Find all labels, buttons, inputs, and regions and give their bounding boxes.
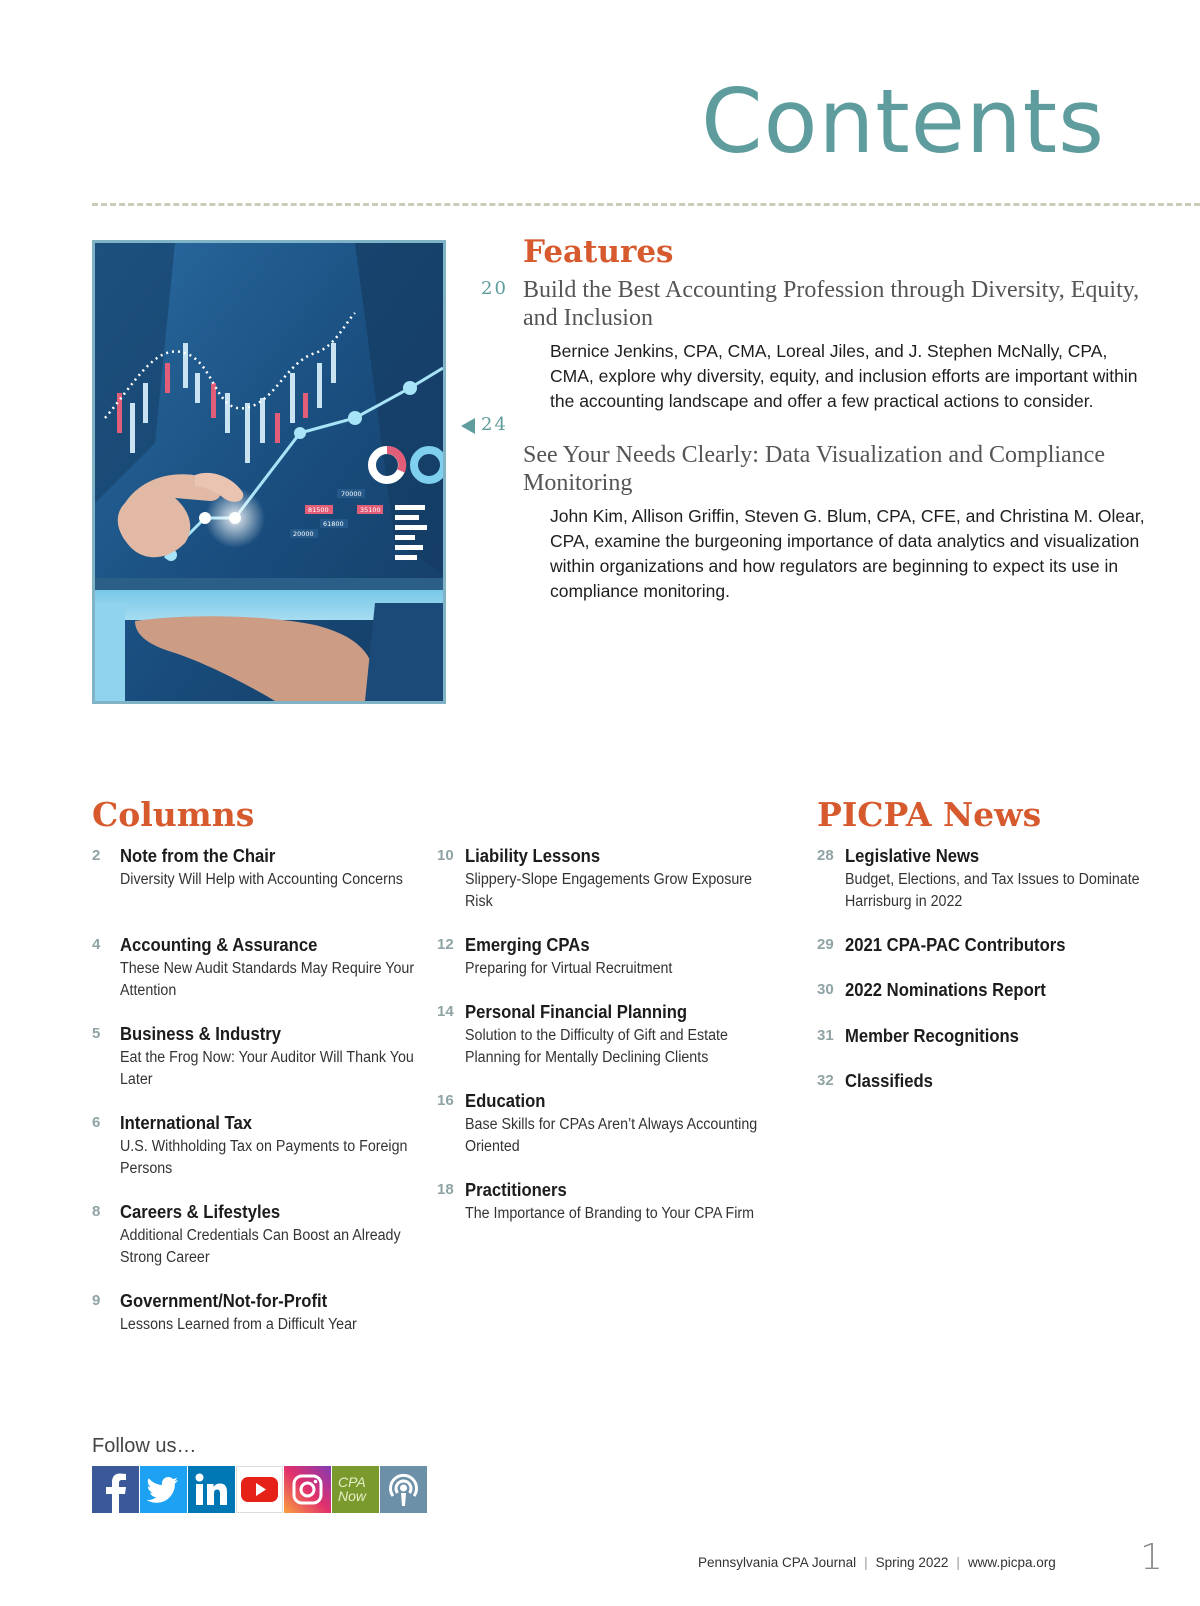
toc-entry-subtitle: Lessons Learned from a Difficult Year [120, 1316, 357, 1333]
cpa-now-line1: CPA [338, 1474, 366, 1490]
toc-entry-title[interactable]: International Tax [120, 1112, 252, 1133]
follow-us-label: Follow us… [92, 1435, 197, 1457]
toc-page-number: 10 [437, 847, 454, 864]
cover-label: 20000 [293, 530, 314, 538]
toc-entry-title[interactable]: Member Recognitions [845, 1025, 1019, 1046]
feature-description: Bernice Jenkins, CPA, CMA, Loreal Jiles, and J. Stephen McNally, CPA, CMA, explore why diversity, equity, and inclusion efforts are important within the accounting landscape and offer a few practical actions to consider. [550, 341, 1138, 411]
toc-page-number: 18 [437, 1181, 454, 1198]
feature-page-number: 20 [481, 278, 508, 299]
twitter-icon[interactable] [140, 1466, 187, 1513]
toc-entry-title[interactable]: Government/Not-for-Profit [120, 1290, 328, 1311]
toc-entry-subtitle: Diversity Will Help with Accounting Concerns [120, 871, 403, 888]
youtube-icon[interactable] [236, 1466, 283, 1513]
cover-label: 70000 [341, 490, 362, 498]
toc-entry-subtitle: Base Skills for CPAs Aren’t Always Accounting Oriented [465, 1116, 758, 1155]
linkedin-icon[interactable] [188, 1466, 235, 1513]
toc-page-number: 12 [437, 936, 454, 953]
toc-entry-subtitle: Slippery-Slope Engagements Grow Exposure Risk [465, 871, 752, 910]
toc-entry-title[interactable]: Accounting & Assurance [120, 934, 318, 955]
publication-name: Pennsylvania CPA Journal [698, 1555, 857, 1570]
data-visualization-illustration [95, 243, 443, 701]
picpa-news-heading: PICPA News [817, 795, 1042, 834]
toc-page-number: 6 [92, 1114, 101, 1131]
toc-entry-title[interactable]: Emerging CPAs [465, 934, 590, 955]
toc-page-number: 4 [92, 936, 101, 953]
toc-entry-title[interactable]: Liability Lessons [465, 845, 601, 866]
columns-heading: Columns [92, 795, 255, 834]
toc-page-number: 8 [92, 1203, 101, 1220]
toc-entry-subtitle: Budget, Elections, and Tax Issues to Dominate Harrisburg in 2022 [845, 871, 1140, 910]
podcast-icon[interactable] [380, 1466, 427, 1513]
toc-entry-title[interactable]: Education [465, 1090, 546, 1111]
toc-page-number: 31 [817, 1027, 834, 1044]
feature-description: John Kim, Allison Griffin, Steven G. Blum, CPA, CFE, and Christina M. Olear, CPA, examine the burgeoning importance of data analytics and visualization within organizations and how regulators are beginning to expect its use in compliance monitoring. [550, 506, 1145, 601]
footer-separator: | [956, 1555, 960, 1570]
toc-entry-subtitle: Eat the Frog Now: Your Auditor Will Thank You Later [120, 1049, 414, 1088]
toc-page-number: 14 [437, 1003, 454, 1020]
feature-title-link[interactable]: Build the Best Accounting Profession through Diversity, Equity, and Inclusion [523, 277, 1140, 331]
toc-entry-title[interactable]: Careers & Lifestyles [120, 1201, 281, 1222]
features-heading: Features [523, 234, 674, 270]
cpa-now-icon[interactable] [332, 1466, 379, 1513]
issue-date: Spring 2022 [875, 1555, 949, 1570]
page-title: Contents [701, 70, 1105, 173]
toc-page-number: 5 [92, 1025, 101, 1042]
cover-label: 61800 [323, 520, 344, 528]
facebook-icon[interactable] [92, 1466, 139, 1513]
arrow-left-icon [461, 418, 475, 434]
toc-page-number: 16 [437, 1092, 454, 1109]
social-icons [92, 1466, 427, 1514]
footer-separator: | [864, 1555, 868, 1570]
footer [698, 1555, 1056, 1570]
feature-title-link[interactable]: See Your Needs Clearly: Data Visualization and Compliance Monitoring [523, 442, 1105, 496]
toc-entry-subtitle: U.S. Withholding Tax on Payments to Foreign Persons [120, 1138, 408, 1177]
toc-page-number: 9 [92, 1292, 101, 1309]
cover-label: 35100 [360, 506, 381, 514]
toc-entry-subtitle: Solution to the Difficulty of Gift and Estate Planning for Mentally Declining Clients [465, 1027, 728, 1066]
website-link[interactable]: www.picpa.org [967, 1555, 1056, 1570]
toc-page-number: 2 [92, 847, 101, 864]
cover-label: 81500 [308, 506, 329, 514]
toc-entry-title[interactable]: 2021 CPA-PAC Contributors [845, 934, 1066, 955]
toc-entry-title[interactable]: Personal Financial Planning [465, 1001, 688, 1022]
toc-page-number: 28 [817, 847, 834, 864]
page-number: 1 [1140, 1537, 1163, 1578]
toc-entry-title[interactable]: Practitioners [465, 1179, 567, 1200]
toc-entry-title[interactable]: Business & Industry [120, 1023, 282, 1044]
toc-entry-subtitle: Additional Credentials Can Boost an Already Strong Career [120, 1227, 401, 1266]
cpa-now-line2: Now [338, 1488, 367, 1504]
toc-entry-title[interactable]: Legislative News [845, 845, 980, 866]
toc-entry-title[interactable]: Note from the Chair [120, 845, 276, 866]
toc-page-number: 32 [817, 1072, 834, 1089]
toc-page-number: 29 [817, 936, 834, 953]
dashed-divider [92, 203, 1200, 206]
toc-entry-title[interactable]: Classifieds [845, 1070, 933, 1091]
instagram-icon[interactable] [284, 1466, 331, 1513]
toc-entry-subtitle: The Importance of Branding to Your CPA Firm [465, 1205, 755, 1222]
feature-page-number: 24 [481, 414, 508, 435]
toc-entry-title[interactable]: 2022 Nominations Report [845, 979, 1046, 1000]
toc-page-number: 30 [817, 981, 834, 998]
toc-entry-subtitle: Preparing for Virtual Recruitment [465, 960, 673, 977]
toc-entry-subtitle: These New Audit Standards May Require Your Attention [120, 960, 415, 999]
cover-image [92, 240, 446, 704]
